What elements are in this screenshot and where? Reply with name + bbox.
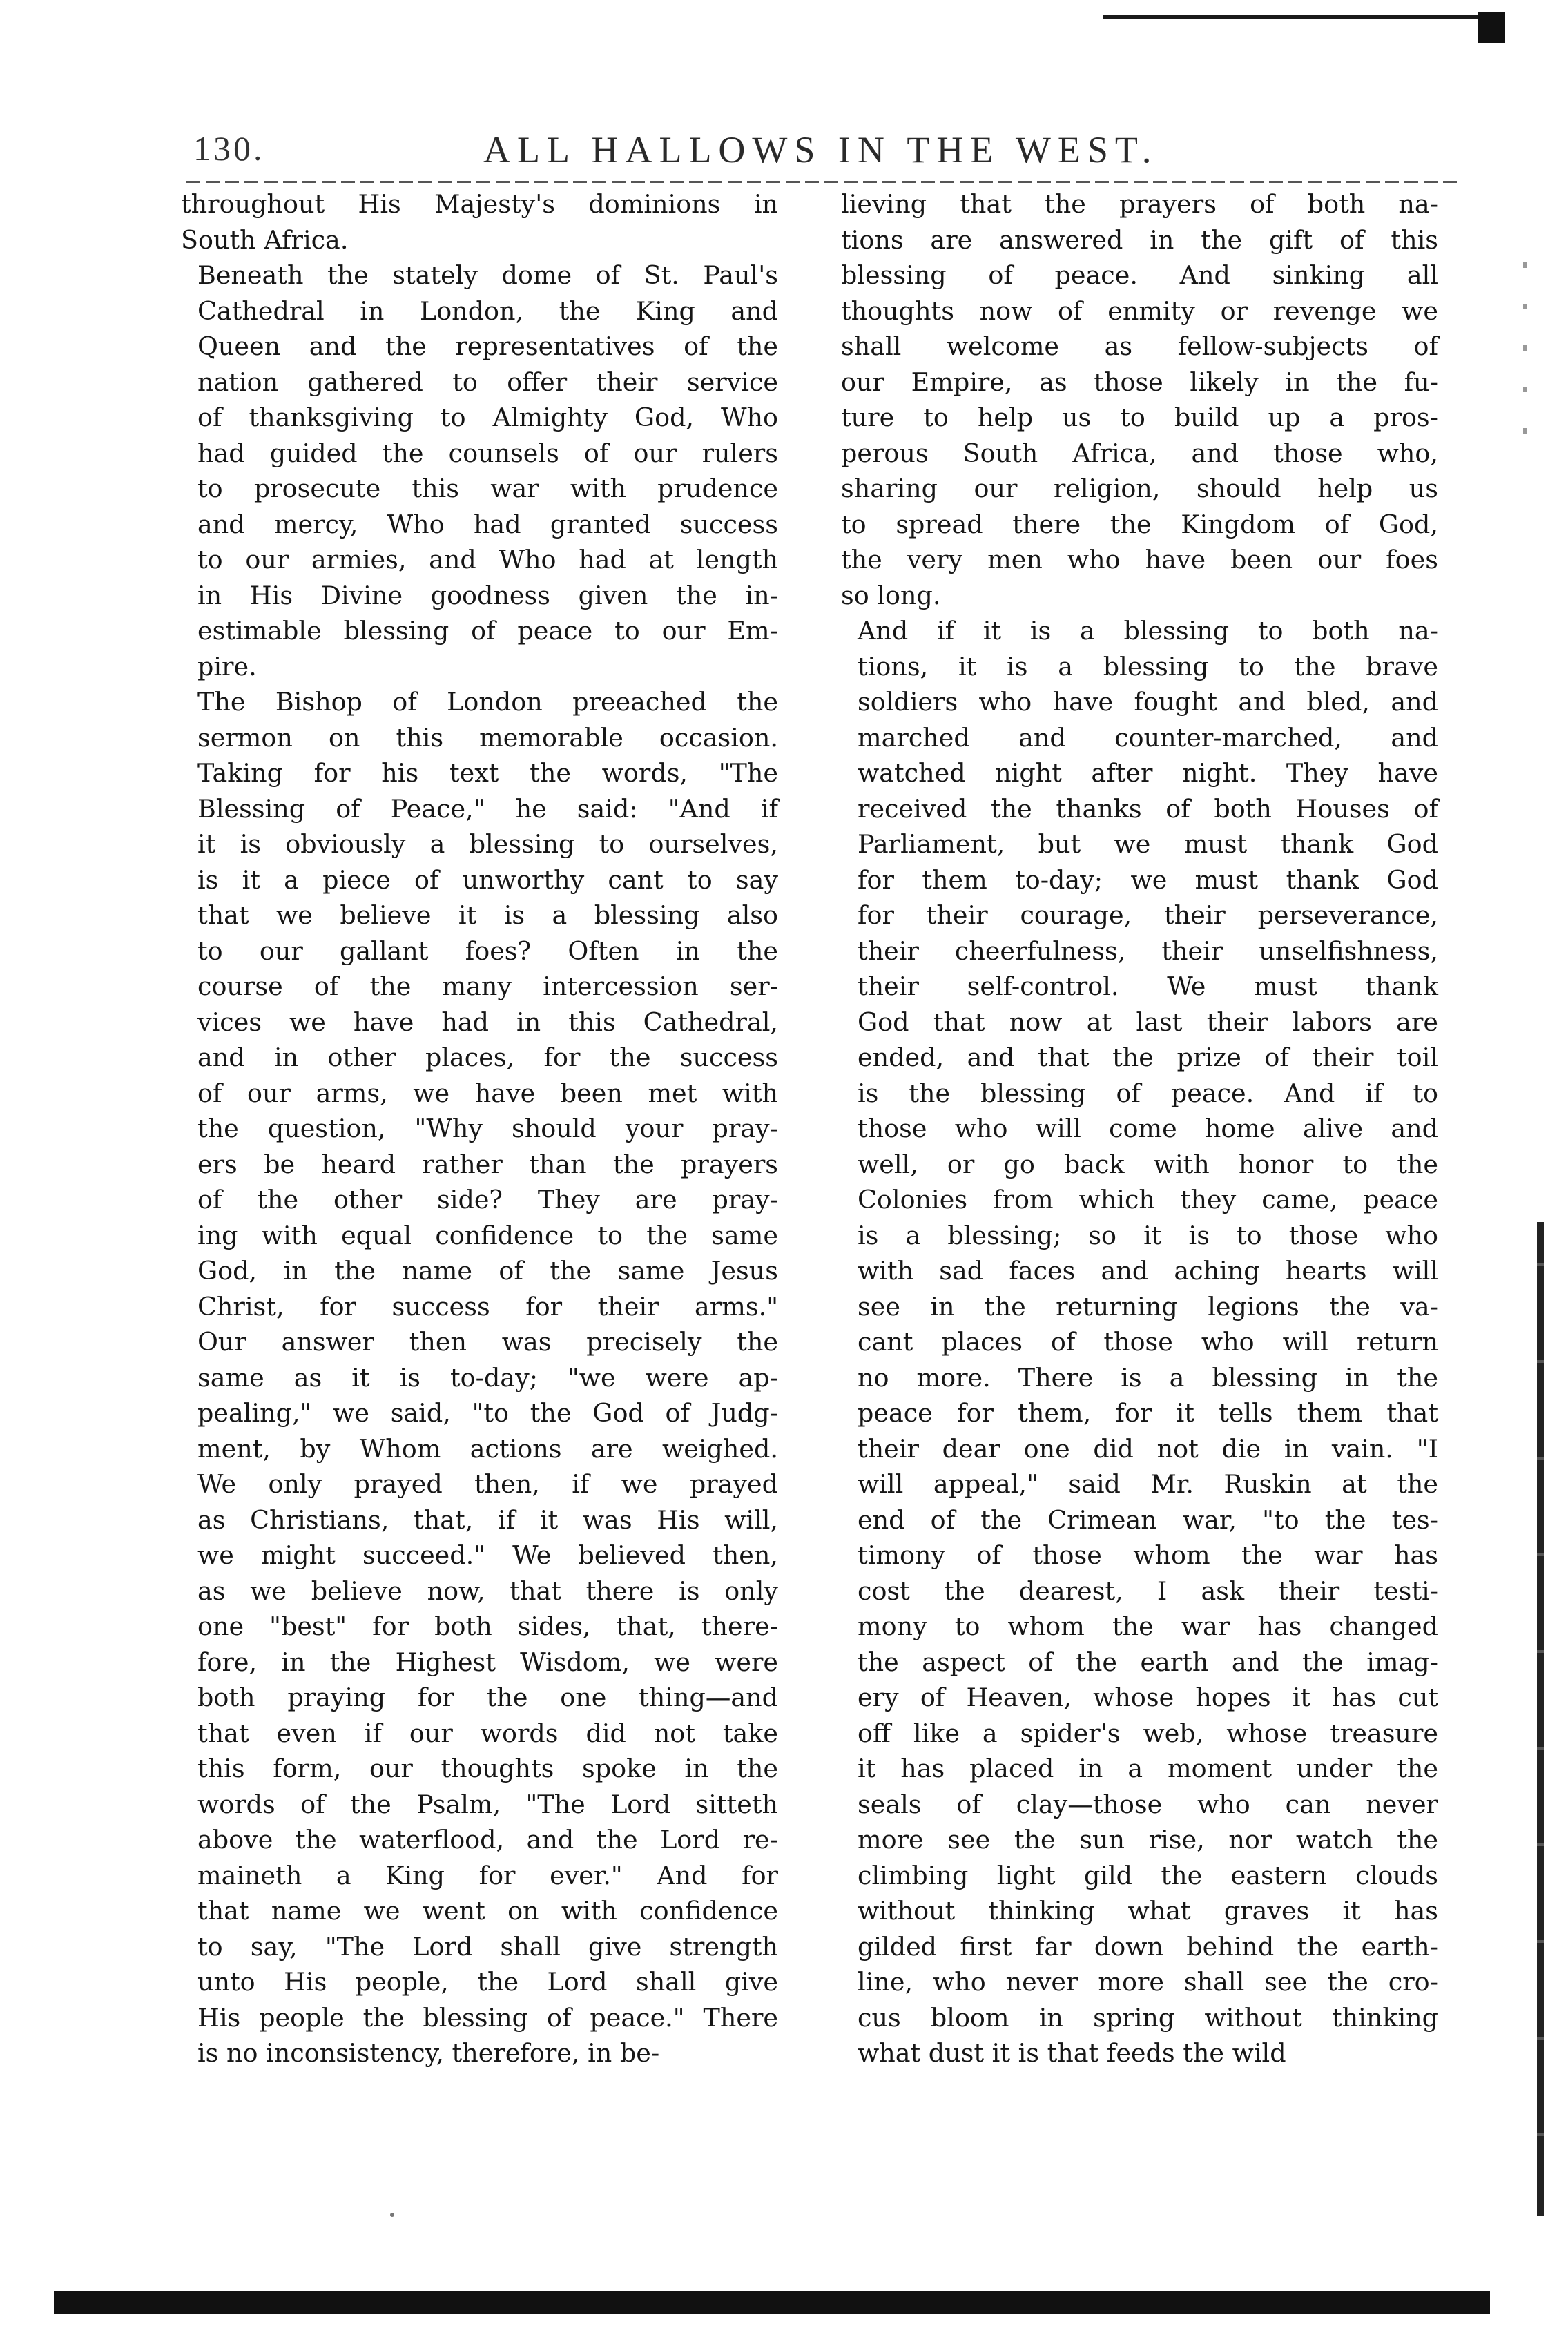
text-line: one "best" for both sides, that, there-	[197, 1611, 778, 1641]
text-line: Cathedral in London, the King and	[197, 295, 778, 326]
text-line: blessing of peace. And sinking all	[841, 260, 1438, 290]
right-column-paragraph	[841, 613, 1438, 2071]
text-line: their dear one did not die in vain. "I	[858, 1433, 1438, 1464]
text-line: to spread there the Kingdom of God,	[841, 509, 1438, 539]
text-line: God, in the name of the same Jesus	[197, 1256, 778, 1286]
text-line: pealing," we said, "to the God of Judg-	[197, 1398, 778, 1428]
text-line: words of the Psalm, "The Lord sitteth	[197, 1789, 778, 1819]
text-line: is it a piece of unworthy cant to say	[197, 864, 778, 895]
text-line: throughout His Majesty's dominions in	[181, 189, 778, 219]
text-line: Taking for his text the words, "The	[197, 758, 778, 788]
text-line: of thanksgiving to Almighty God, Who	[197, 403, 778, 432]
text-line: above the waterflood, and the Lord re-	[197, 1825, 778, 1854]
text-line: ture to help us to build up a pros-	[841, 403, 1438, 432]
text-line: is the blessing of peace. And if to	[858, 1078, 1438, 1108]
text-line: cant places of those who will return	[858, 1327, 1438, 1357]
margin-ticks	[1523, 262, 1527, 442]
page-header	[193, 128, 1464, 178]
text-line: thoughts now of enmity or revenge we	[841, 295, 1438, 326]
text-line: ing with equal confidence to the same	[197, 1220, 778, 1250]
text-line: of the other side? They are pray-	[197, 1185, 778, 1214]
text-line: unto His people, the Lord shall give	[197, 1967, 778, 1997]
text-line: that name we went on with confidence	[197, 1896, 778, 1926]
text-line: had guided the counsels of our rulers	[197, 438, 778, 468]
text-line: pire.	[197, 651, 257, 681]
text-line: Blessing of Peace," he said: "And if	[197, 793, 778, 824]
text-line: is no inconsistency, therefore, in be-	[197, 2038, 660, 2068]
text-line: the question, "Why should your pray-	[197, 1114, 778, 1143]
text-line: Beneath the stately dome of St. Paul's	[197, 260, 778, 290]
text-line: with sad faces and aching hearts will	[858, 1256, 1438, 1286]
text-line: the very men who have been our foes	[841, 545, 1438, 574]
text-line: The Bishop of London preeached the	[197, 687, 778, 717]
text-line: Christ, for success for their arms."	[197, 1291, 778, 1321]
text-line: so long.	[841, 580, 941, 610]
text-line: line, who never more shall see the cro-	[858, 1967, 1438, 1997]
bottom-rule	[54, 2291, 1490, 2314]
text-line: to prosecute this war with prudence	[197, 474, 778, 503]
text-line: watched night after night. They have	[858, 758, 1438, 788]
text-line: to our armies, and Who had at length	[197, 545, 778, 574]
text-line: cost the dearest, I ask their testi-	[858, 1576, 1438, 1606]
text-line: it has placed in a moment under the	[858, 1754, 1438, 1783]
text-line: ery of Heaven, whose hopes it has cut	[858, 1683, 1438, 1712]
text-line: estimable blessing of peace to our Em-	[197, 616, 778, 646]
text-line: our Empire, as those likely in the fu-	[841, 367, 1438, 397]
text-line: both praying for the one thing—and	[197, 1683, 778, 1712]
left-column	[181, 186, 778, 2071]
text-line: those who will come home alive and	[858, 1114, 1438, 1143]
text-line: lieving that the prayers of both na-	[841, 189, 1438, 219]
text-line: ment, by Whom actions are weighed.	[197, 1433, 778, 1464]
text-line: more see the sun rise, nor watch the	[858, 1825, 1438, 1854]
text-line: tions, it is a blessing to the brave	[858, 651, 1438, 681]
text-line: gilded first far down behind the earth-	[858, 1931, 1438, 1961]
text-line: peace for them, for it tells them that	[858, 1398, 1438, 1428]
text-line: to say, "The Lord shall give strength	[197, 1931, 778, 1961]
text-line: will appeal," said Mr. Ruskin at the	[858, 1469, 1438, 1499]
top-edge-rule	[1103, 15, 1490, 19]
text-line: as Christians, that, if it was His will,	[197, 1504, 778, 1535]
text-line: ers be heard rather than the prayers	[197, 1149, 778, 1179]
text-line: the aspect of the earth and the imag-	[858, 1647, 1438, 1677]
text-line: climbing light gild the eastern clouds	[858, 1860, 1438, 1890]
text-line: that even if our words did not take	[197, 1718, 778, 1748]
text-line: marched and counter-marched, and	[858, 722, 1438, 753]
text-line: fore, in the Highest Wisdom, we were	[197, 1647, 778, 1677]
text-line: see in the returning legions the va-	[858, 1291, 1438, 1321]
text-line: to our gallant foes? Often in the	[197, 936, 778, 966]
text-line: no more. There is a blessing in the	[858, 1362, 1438, 1393]
text-line: same as it is to-day; "we were ap-	[197, 1362, 778, 1393]
page-number: 130.	[193, 129, 265, 168]
text-line: ended, and that the prize of their toil	[858, 1043, 1438, 1072]
ink-speck	[390, 2213, 394, 2217]
text-line: sharing our religion, should help us	[841, 474, 1438, 503]
margin-bar	[1537, 1222, 1544, 2216]
text-line: Parliament, but we must thank God	[858, 829, 1438, 859]
text-line: perous South Africa, and those who,	[841, 438, 1438, 468]
text-line: is a blessing; so it is to those who	[858, 1220, 1438, 1250]
text-line: soldiers who have fought and bled, and	[858, 687, 1438, 717]
text-line: nation gathered to offer their service	[197, 367, 778, 397]
text-line: this form, our thoughts spoke in the	[197, 1754, 778, 1783]
text-line: course of the many intercession ser-	[197, 971, 778, 1001]
text-line: what dust it is that feeds the wild	[858, 2038, 1286, 2068]
right-column	[841, 186, 1438, 2071]
text-line: without thinking what graves it has	[858, 1896, 1438, 1926]
text-line: and in other places, for the success	[197, 1043, 778, 1072]
left-column-paragraph	[181, 258, 778, 684]
right-column-paragraph	[841, 186, 1438, 613]
running-title: ALL HALLOWS IN THE WEST.	[483, 129, 1159, 171]
text-line: of our arms, we have been met with	[197, 1078, 778, 1108]
text-line: Our answer then was precisely the	[197, 1327, 778, 1357]
text-line: maineth a King for ever." And for	[197, 1860, 778, 1890]
text-line: off like a spider's web, whose treasure	[858, 1718, 1438, 1748]
text-line: in His Divine goodness given the in-	[197, 580, 778, 610]
text-line: shall welcome as fellow-subjects of	[841, 331, 1438, 361]
text-line: their self-control. We must thank	[858, 971, 1438, 1001]
text-line: we might succeed." We believed then,	[197, 1540, 778, 1570]
text-line: end of the Crimean war, "to the tes-	[858, 1504, 1438, 1535]
text-line: as we believe now, that there is only	[197, 1576, 778, 1606]
text-line: that we believe it is a blessing also	[197, 900, 778, 930]
text-line: well, or go back with honor to the	[858, 1149, 1438, 1179]
text-line: received the thanks of both Houses of	[858, 793, 1438, 824]
text-line: for their courage, their perseverance,	[858, 900, 1438, 930]
text-line: for them to-day; we must thank God	[858, 864, 1438, 895]
left-column-paragraph	[181, 684, 778, 2071]
text-line: And if it is a blessing to both na-	[858, 616, 1438, 646]
text-line: His people the blessing of peace." There	[197, 2002, 778, 2033]
text-line: Colonies from which they came, peace	[858, 1185, 1438, 1214]
text-line: mony to whom the war has changed	[858, 1611, 1438, 1641]
header-rule	[186, 181, 1457, 183]
text-line: seals of clay—those who can never	[858, 1789, 1438, 1819]
text-line: tions are answered in the gift of this	[841, 224, 1438, 255]
text-line: it is obviously a blessing to ourselves,	[197, 829, 778, 859]
text-line: South Africa.	[181, 224, 349, 255]
text-line: and mercy, Who had granted success	[197, 509, 778, 539]
text-line: vices we have had in this Cathedral,	[197, 1007, 778, 1037]
text-line: timony of those whom the war has	[858, 1540, 1438, 1570]
text-line: Queen and the representatives of the	[197, 331, 778, 361]
text-line: We only prayed then, if we prayed	[197, 1469, 778, 1499]
text-line: their cheerfulness, their unselfishness,	[858, 936, 1438, 966]
text-line: sermon on this memorable occasion.	[197, 722, 778, 753]
text-line: cus bloom in spring without thinking	[858, 2002, 1438, 2033]
corner-mark	[1478, 12, 1505, 43]
text-line: God that now at last their labors are	[858, 1007, 1438, 1037]
left-column-paragraph	[181, 186, 778, 258]
